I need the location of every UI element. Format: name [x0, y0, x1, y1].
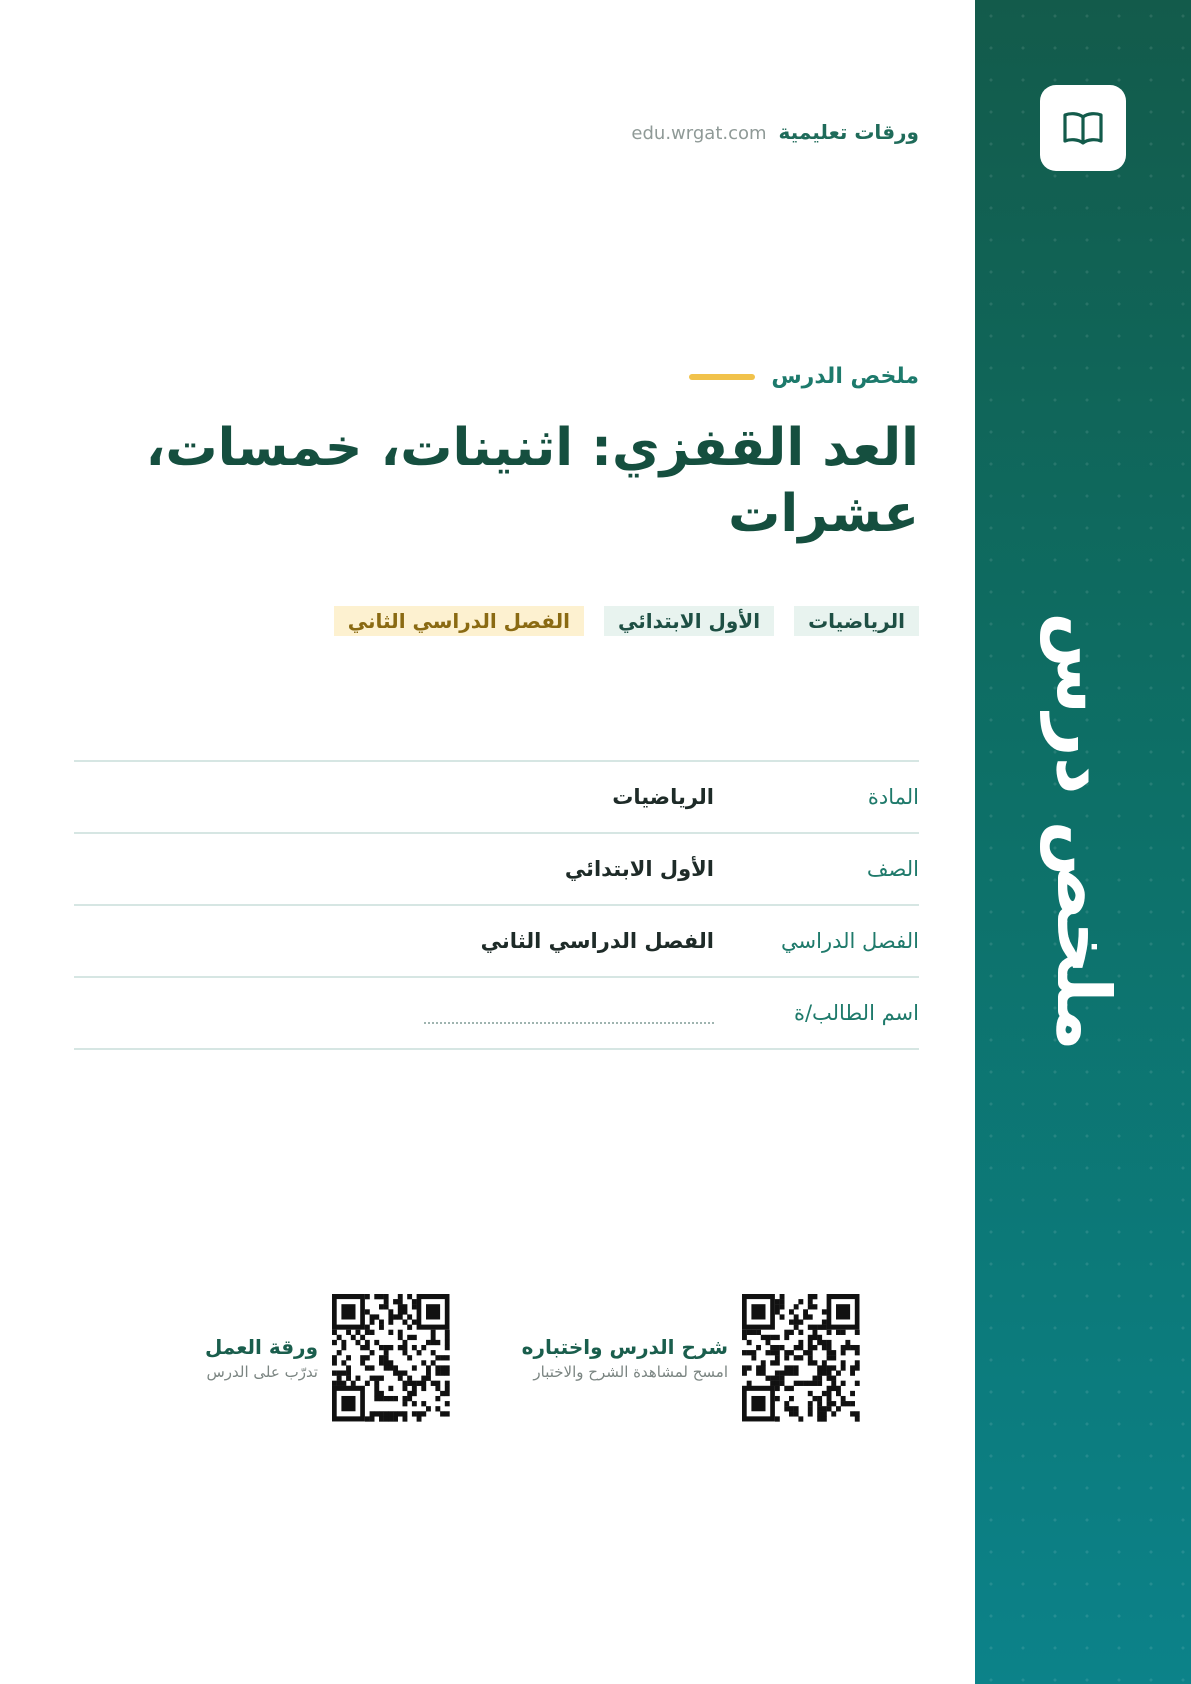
qr-worksheet — [205, 1294, 450, 1422]
sidebar-title: ملخص درس — [1040, 612, 1126, 1051]
info-row-semester — [74, 906, 919, 978]
tag-list — [334, 606, 919, 636]
book-badge — [1040, 85, 1126, 171]
info-table — [74, 760, 919, 1050]
grade-tag: الأول الابتدائي — [604, 606, 774, 636]
student-name-field[interactable] — [424, 1022, 714, 1024]
info-row-grade — [74, 834, 919, 906]
accent-line — [689, 374, 755, 380]
qr-lesson-explanation — [522, 1294, 860, 1422]
info-label: الفصل الدراسي — [781, 929, 919, 953]
brand-url[interactable]: edu.wrgat.com — [631, 123, 767, 144]
kicker-text: ملخص الدرس — [771, 364, 919, 389]
qr-title: ورقة العمل — [204, 1335, 318, 1359]
qr-subtitle: امسح لمشاهدة الشرح والاختبار — [533, 1363, 728, 1381]
info-value: الفصل الدراسي الثاني — [480, 929, 714, 953]
info-row-subject — [74, 762, 919, 834]
info-value: الرياضيات — [612, 785, 714, 809]
sidebar-band — [975, 0, 1191, 1684]
qr-subtitle: تدرّب على الدرس — [206, 1363, 318, 1381]
page-title: العد القفزي: اثنينات، خمسات، عشرات — [145, 418, 919, 544]
info-row-student-name — [74, 978, 919, 1050]
info-label: الصف — [866, 857, 919, 881]
semester-tag: الفصل الدراسي الثاني — [334, 606, 584, 636]
qr-code[interactable] — [332, 1294, 450, 1422]
qr-title: شرح الدرس واختباره — [521, 1335, 728, 1359]
info-label: المادة — [867, 785, 919, 809]
info-label: اسم الطالب/ة — [793, 1001, 919, 1025]
brand-header — [631, 120, 919, 144]
brand-name: ورقات تعليمية — [778, 120, 919, 144]
kicker — [689, 364, 919, 389]
subject-tag: الرياضيات — [794, 606, 919, 636]
info-value: الأول الابتدائي — [564, 857, 714, 881]
book-icon — [1061, 108, 1105, 148]
qr-code[interactable] — [742, 1294, 860, 1422]
